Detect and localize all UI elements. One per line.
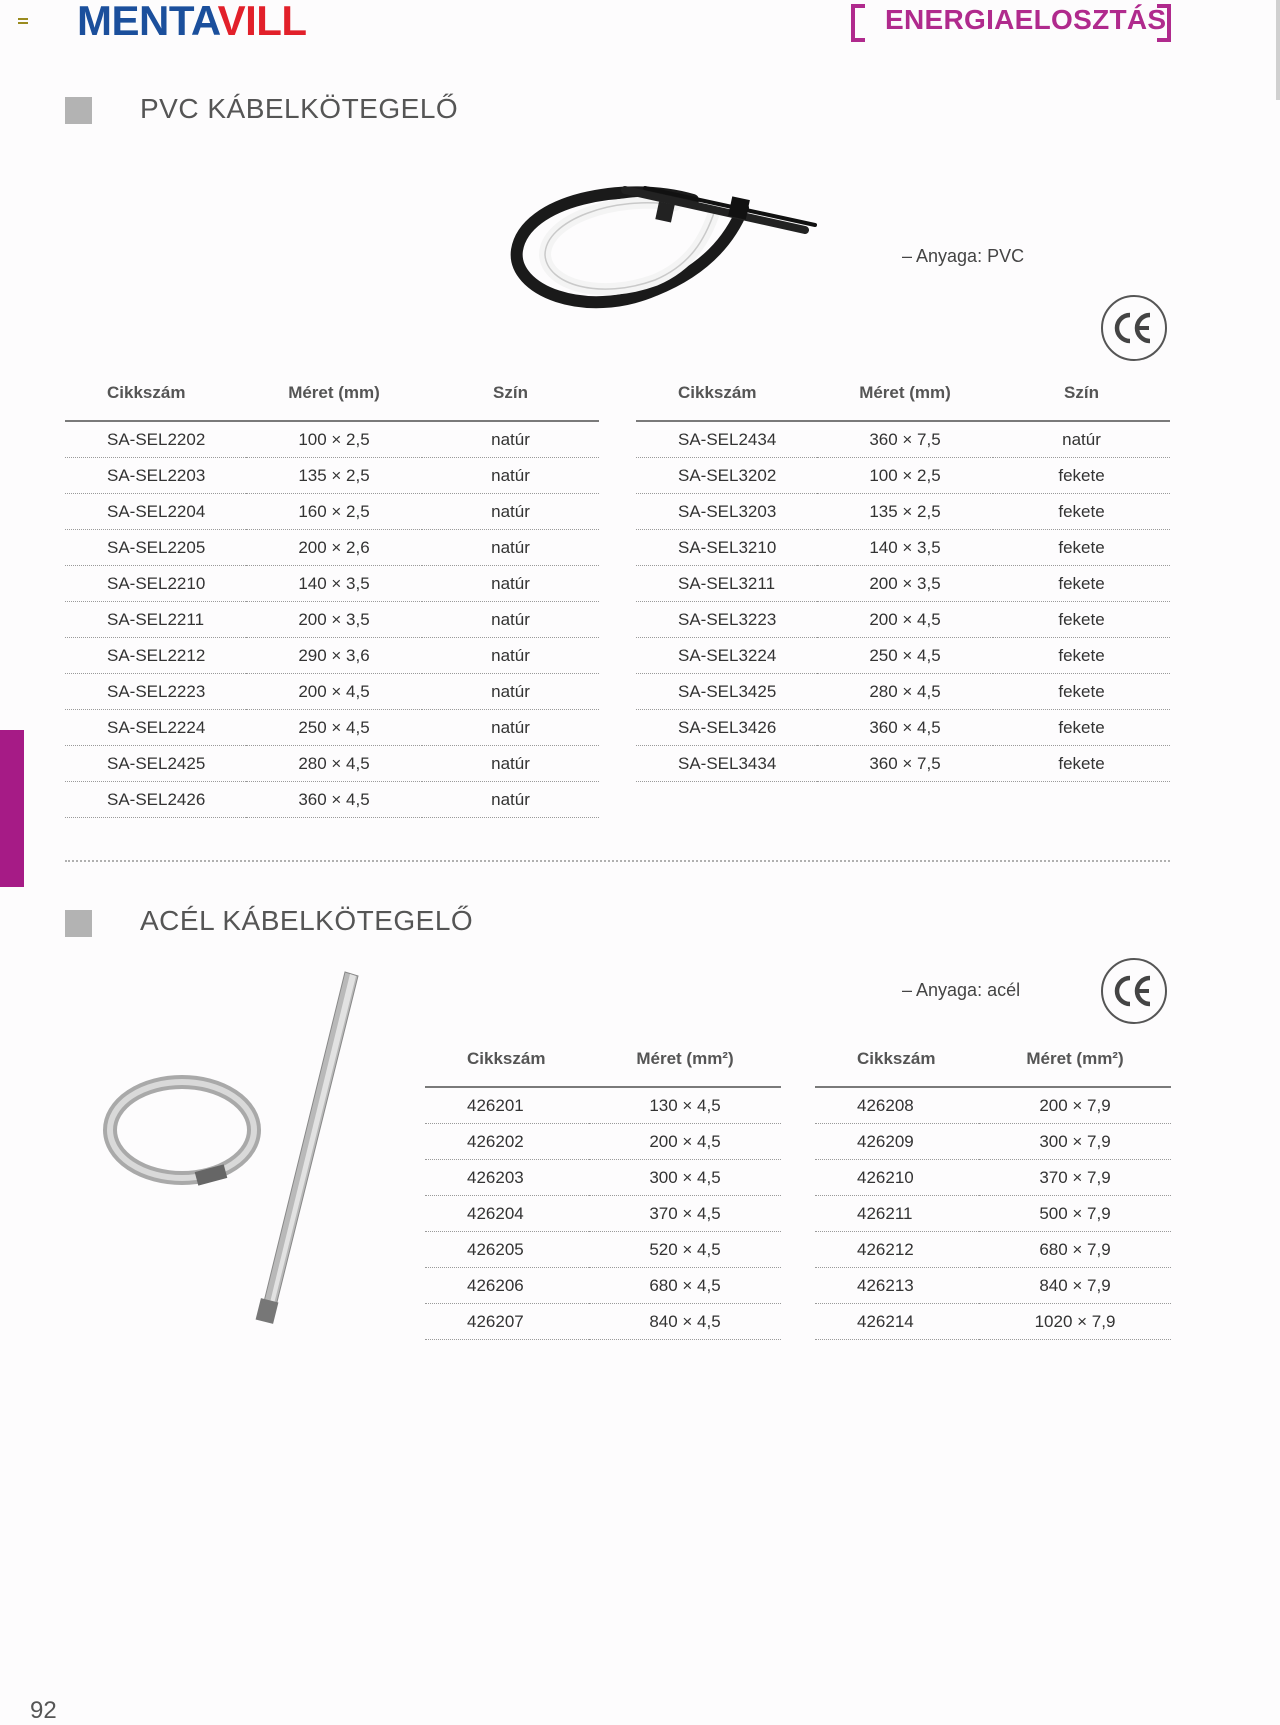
brand-logo-part2: VILL bbox=[217, 0, 307, 44]
size: 300 × 4,5 bbox=[589, 1160, 781, 1196]
steel-table-left bbox=[425, 1032, 781, 1340]
size: 300 × 7,9 bbox=[979, 1124, 1171, 1160]
color: fekete bbox=[993, 674, 1170, 710]
table-row bbox=[815, 1196, 1171, 1232]
size: 280 × 4,5 bbox=[817, 674, 993, 710]
table-row bbox=[636, 458, 1170, 494]
color: natúr bbox=[422, 566, 599, 602]
part-number: SA-SEL2212 bbox=[65, 638, 246, 674]
bracket-right-icon bbox=[1157, 4, 1171, 42]
size: 680 × 7,9 bbox=[979, 1232, 1171, 1268]
size: 160 × 2,5 bbox=[246, 494, 422, 530]
part-number: 426211 bbox=[815, 1196, 979, 1232]
table-row bbox=[636, 602, 1170, 638]
table-row bbox=[425, 1160, 781, 1196]
size: 360 × 7,5 bbox=[817, 746, 993, 782]
size: 200 × 3,5 bbox=[817, 566, 993, 602]
table-header-row bbox=[425, 1032, 781, 1087]
table-row bbox=[65, 494, 599, 530]
color: natúr bbox=[422, 494, 599, 530]
part-number: 426203 bbox=[425, 1160, 589, 1196]
size: 200 × 4,5 bbox=[589, 1124, 781, 1160]
table-row bbox=[425, 1304, 781, 1340]
color: natúr bbox=[422, 421, 599, 458]
size: 200 × 3,5 bbox=[246, 602, 422, 638]
color: fekete bbox=[993, 638, 1170, 674]
menu-icon[interactable] bbox=[18, 18, 28, 26]
size: 290 × 3,6 bbox=[246, 638, 422, 674]
column-header: Szín bbox=[993, 366, 1170, 421]
part-number: SA-SEL3211 bbox=[636, 566, 817, 602]
pvc-material: – Anyaga: PVC bbox=[902, 246, 1025, 266]
part-number: 426207 bbox=[425, 1304, 589, 1340]
size: 360 × 4,5 bbox=[817, 710, 993, 746]
part-number: SA-SEL2203 bbox=[65, 458, 246, 494]
part-number: 426208 bbox=[815, 1087, 979, 1124]
table-header-row bbox=[65, 366, 599, 421]
table-row bbox=[815, 1304, 1171, 1340]
table-row bbox=[425, 1232, 781, 1268]
steel-table-right bbox=[815, 1032, 1171, 1340]
part-number: 426214 bbox=[815, 1304, 979, 1340]
color: fekete bbox=[993, 566, 1170, 602]
column-header: Méret (mm²) bbox=[589, 1032, 781, 1087]
part-number: SA-SEL2211 bbox=[65, 602, 246, 638]
ce-mark-icon bbox=[1101, 958, 1167, 1024]
part-number: SA-SEL2210 bbox=[65, 566, 246, 602]
table-row bbox=[636, 638, 1170, 674]
size: 130 × 4,5 bbox=[589, 1087, 781, 1124]
column-header: Szín bbox=[422, 366, 599, 421]
column-header: Méret (mm) bbox=[246, 366, 422, 421]
part-number: SA-SEL2434 bbox=[636, 421, 817, 458]
color: fekete bbox=[993, 530, 1170, 566]
color: natúr bbox=[422, 602, 599, 638]
part-number: SA-SEL2426 bbox=[65, 782, 246, 818]
chapter-tab-marker bbox=[0, 730, 24, 887]
size: 840 × 4,5 bbox=[589, 1304, 781, 1340]
table-row bbox=[636, 530, 1170, 566]
column-header: Cikkszám bbox=[65, 366, 246, 421]
size: 135 × 2,5 bbox=[246, 458, 422, 494]
steel-cable-tie-image bbox=[100, 970, 380, 1330]
column-header: Méret (mm) bbox=[817, 366, 993, 421]
size: 280 × 4,5 bbox=[246, 746, 422, 782]
part-number: SA-SEL2204 bbox=[65, 494, 246, 530]
part-number: 426202 bbox=[425, 1124, 589, 1160]
table-row bbox=[815, 1232, 1171, 1268]
part-number: 426206 bbox=[425, 1268, 589, 1304]
steel-material: – Anyaga: acél bbox=[902, 980, 1021, 1000]
ce-mark-icon bbox=[1101, 295, 1167, 361]
part-number: SA-SEL3224 bbox=[636, 638, 817, 674]
column-header: Cikkszám bbox=[636, 366, 817, 421]
pvc-table-left bbox=[65, 366, 599, 818]
part-number: 426210 bbox=[815, 1160, 979, 1196]
size: 360 × 7,5 bbox=[817, 421, 993, 458]
color: natúr bbox=[422, 674, 599, 710]
part-number: SA-SEL3202 bbox=[636, 458, 817, 494]
part-number: SA-SEL2205 bbox=[65, 530, 246, 566]
steel-section-title: ACÉL KÁBELKÖTEGELŐ bbox=[140, 905, 474, 936]
size: 520 × 4,5 bbox=[589, 1232, 781, 1268]
size: 200 × 4,5 bbox=[246, 674, 422, 710]
table-row bbox=[815, 1087, 1171, 1124]
section-marker-icon bbox=[65, 910, 92, 937]
size: 140 × 3,5 bbox=[817, 530, 993, 566]
size: 370 × 4,5 bbox=[589, 1196, 781, 1232]
size: 680 × 4,5 bbox=[589, 1268, 781, 1304]
part-number: 426212 bbox=[815, 1232, 979, 1268]
pvc-section-title: PVC KÁBELKÖTEGELŐ bbox=[140, 93, 459, 124]
part-number: 426209 bbox=[815, 1124, 979, 1160]
table-row bbox=[815, 1124, 1171, 1160]
part-number: 426204 bbox=[425, 1196, 589, 1232]
part-number: SA-SEL2425 bbox=[65, 746, 246, 782]
table-row bbox=[636, 674, 1170, 710]
table-row bbox=[815, 1160, 1171, 1196]
part-number: SA-SEL2202 bbox=[65, 421, 246, 458]
table-row bbox=[65, 746, 599, 782]
size: 100 × 2,5 bbox=[817, 458, 993, 494]
table-row bbox=[65, 638, 599, 674]
part-number: 426201 bbox=[425, 1087, 589, 1124]
table-row bbox=[425, 1268, 781, 1304]
size: 250 × 4,5 bbox=[817, 638, 993, 674]
table-row bbox=[425, 1087, 781, 1124]
bracket-left-icon bbox=[851, 4, 865, 42]
table-row bbox=[636, 746, 1170, 782]
table-row bbox=[65, 674, 599, 710]
column-header: Méret (mm²) bbox=[979, 1032, 1171, 1087]
table-row bbox=[815, 1268, 1171, 1304]
part-number: SA-SEL3426 bbox=[636, 710, 817, 746]
column-header: Cikkszám bbox=[425, 1032, 589, 1087]
table-header-row bbox=[815, 1032, 1171, 1087]
size: 200 × 2,6 bbox=[246, 530, 422, 566]
color: natúr bbox=[422, 710, 599, 746]
table-header-row bbox=[636, 366, 1170, 421]
table-row bbox=[636, 710, 1170, 746]
color: fekete bbox=[993, 602, 1170, 638]
section-marker-icon bbox=[65, 97, 92, 124]
color: fekete bbox=[993, 710, 1170, 746]
color: natúr bbox=[422, 458, 599, 494]
size: 200 × 4,5 bbox=[817, 602, 993, 638]
size: 140 × 3,5 bbox=[246, 566, 422, 602]
size: 135 × 2,5 bbox=[817, 494, 993, 530]
table-row bbox=[65, 782, 599, 818]
page-number: 92 bbox=[30, 1697, 57, 1724]
color: natúr bbox=[422, 782, 599, 818]
size: 250 × 4,5 bbox=[246, 710, 422, 746]
color: natúr bbox=[422, 746, 599, 782]
part-number: SA-SEL2223 bbox=[65, 674, 246, 710]
table-row bbox=[65, 530, 599, 566]
size: 840 × 7,9 bbox=[979, 1268, 1171, 1304]
pvc-cable-tie-image bbox=[505, 180, 825, 330]
table-row bbox=[636, 566, 1170, 602]
table-row bbox=[636, 421, 1170, 458]
category-text: ENERGIAELOSZTÁS bbox=[885, 4, 1167, 35]
brand-logo bbox=[77, 0, 307, 42]
table-row bbox=[65, 421, 599, 458]
size: 1020 × 7,9 bbox=[979, 1304, 1171, 1340]
table-row bbox=[65, 566, 599, 602]
category-label bbox=[851, 2, 1171, 38]
part-number: SA-SEL3203 bbox=[636, 494, 817, 530]
part-number: SA-SEL3210 bbox=[636, 530, 817, 566]
part-number: SA-SEL3434 bbox=[636, 746, 817, 782]
table-row bbox=[65, 710, 599, 746]
size: 500 × 7,9 bbox=[979, 1196, 1171, 1232]
pvc-table-right bbox=[636, 366, 1170, 782]
brand-logo-part1: MENTA bbox=[77, 0, 218, 44]
color: natúr bbox=[993, 421, 1170, 458]
table-row bbox=[636, 494, 1170, 530]
table-row bbox=[425, 1124, 781, 1160]
table-row bbox=[65, 458, 599, 494]
size: 100 × 2,5 bbox=[246, 421, 422, 458]
color: natúr bbox=[422, 530, 599, 566]
size: 200 × 7,9 bbox=[979, 1087, 1171, 1124]
page-edge-divider bbox=[1276, 0, 1280, 100]
size: 360 × 4,5 bbox=[246, 782, 422, 818]
table-row bbox=[65, 602, 599, 638]
part-number: SA-SEL3425 bbox=[636, 674, 817, 710]
color: fekete bbox=[993, 458, 1170, 494]
size: 370 × 7,9 bbox=[979, 1160, 1171, 1196]
part-number: SA-SEL2224 bbox=[65, 710, 246, 746]
color: fekete bbox=[993, 494, 1170, 530]
column-header: Cikkszám bbox=[815, 1032, 979, 1087]
part-number: 426205 bbox=[425, 1232, 589, 1268]
color: fekete bbox=[993, 746, 1170, 782]
table-row bbox=[425, 1196, 781, 1232]
section-divider bbox=[65, 860, 1170, 862]
part-number: SA-SEL3223 bbox=[636, 602, 817, 638]
part-number: 426213 bbox=[815, 1268, 979, 1304]
color: natúr bbox=[422, 638, 599, 674]
